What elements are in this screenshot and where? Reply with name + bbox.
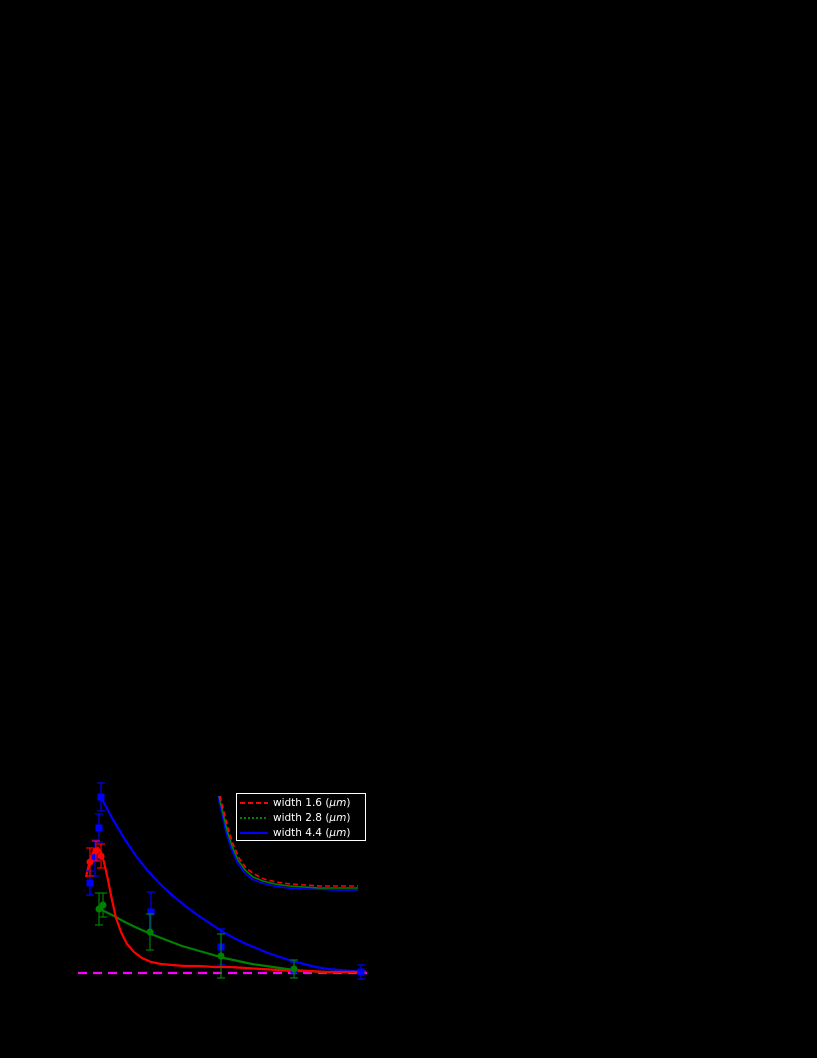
legend-label-width-1-6: width 1.6 (μm) [273, 796, 351, 809]
legend-item-width-2-8 [240, 810, 365, 825]
legend-label-width-4-4: width 4.4 (μm) [273, 826, 351, 839]
legend-swatch-width-4-4 [240, 832, 268, 834]
legend-swatch-width-1-6 [240, 802, 268, 804]
legend-item-width-4-4 [240, 825, 365, 840]
legend-swatch-width-2-8 [240, 817, 268, 819]
chart-legend [236, 793, 366, 841]
legend-label-width-2-8: width 2.8 (μm) [273, 811, 351, 824]
legend-item-width-1-6 [240, 795, 365, 810]
